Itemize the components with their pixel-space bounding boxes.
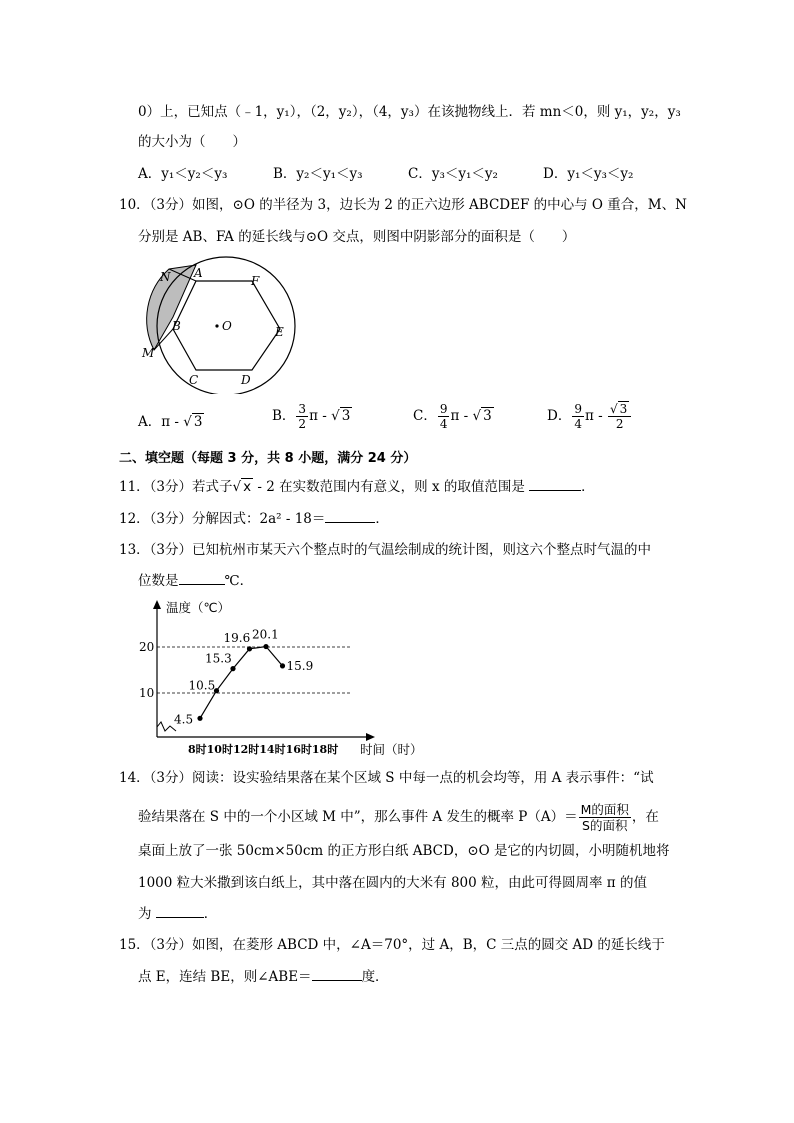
label-e: E xyxy=(275,325,284,339)
y-tick-label: 10 xyxy=(139,686,155,700)
data-point xyxy=(280,663,285,668)
y-axis-label: 温度（℃） xyxy=(166,600,231,615)
data-point xyxy=(230,666,235,671)
q15-line1: 15．（3分）如图，在菱形 ABCD 中，∠A＝70°，过 A，B，C 三点的圆交 AD 的延长线于 xyxy=(119,937,665,953)
temperature-line-chart xyxy=(130,595,440,760)
q10-option-c: C． $\frac{9}{4}$ π - √ 3 xyxy=(413,402,492,431)
q10-line1: 10．（3分）如图，⊙O 的半径为 3，边长为 2 的正六边形 ABCDEF 的中心与 O 重合，M、N xyxy=(119,197,687,213)
x-axis-label: 时间（时） xyxy=(360,742,423,757)
data-label: 4.5 xyxy=(174,712,194,727)
q15-line2: 点 E，连结 BE，则∠ABE＝ 度． xyxy=(138,969,389,985)
data-point xyxy=(197,716,202,721)
q14-answer-blank[interactable] xyxy=(156,905,204,918)
q14-line2: 验结果落在 S 中的一个小区域 M 中”，那么事件 A 发生的概率 P（A）＝ $\frac{\text{M的面积}}{\text{S的面积}}$ ，在 xyxy=(138,802,659,833)
q10-option-b: B． $\frac{3}{2}$ π - √ 3 xyxy=(272,402,351,431)
q15-answer-blank[interactable] xyxy=(312,968,362,981)
x-tick-label: 12时 xyxy=(232,743,260,756)
q13-line1: 13．（3分）已知杭州市某天六个整点时的气温绘制成的统计图，则这六个整点时气温的中 xyxy=(119,542,652,558)
x-tick-label: 14时 xyxy=(259,743,286,756)
label-m: M xyxy=(142,346,155,360)
data-point xyxy=(263,644,268,649)
data-label: 20.1 xyxy=(252,627,279,642)
q9-option-c: C．y₃＜y₁＜y₂ xyxy=(408,166,498,182)
q11-answer-blank[interactable] xyxy=(529,478,581,491)
y-tick-label: 20 xyxy=(139,640,155,654)
q9-option-b: B．y₂＜y₁＜y₃ xyxy=(273,166,363,182)
q13-line2: 位数是 ℃． xyxy=(138,573,254,589)
data-label: 15.3 xyxy=(205,651,232,666)
x-axis-arrow xyxy=(366,733,375,741)
label-o: O xyxy=(222,319,232,333)
x-tick-labels xyxy=(188,742,338,756)
q9-options xyxy=(138,165,678,183)
data-point xyxy=(247,646,252,651)
data-label: 10.5 xyxy=(188,678,216,693)
q9-option-d: D．y₁＜y₃＜y₂ xyxy=(543,166,634,182)
label-b: B xyxy=(172,319,181,333)
x-tick-label: 8时 xyxy=(188,743,207,756)
q10-option-a: A．π - √ 3 xyxy=(138,414,203,430)
q12: 12．（3分）分解因式：2a² - 18＝ ． xyxy=(119,511,389,527)
q10-options xyxy=(138,402,698,438)
hexagon-circle-figure xyxy=(138,254,298,394)
q10-option-d: D． $\frac{9}{4}$ π - $\frac{√ 3}{2}$ xyxy=(547,402,632,431)
q14-line1: 14．（3分）阅读：设实验结果落在某个区域 S 中每一点的机会均等，用 A 表示事件：“试 xyxy=(119,770,654,786)
q11: 11．（3分）若式子√ x - 2 在实数范围内有意义，则 x 的取值范围是 ． xyxy=(119,479,595,495)
q9-line1: 0）上，已知点（﹣1，y₁），（2，y₂），（4，y₃）在该抛物线上．若 mn＜0，则 y₁，y₂，y₃ xyxy=(138,104,681,120)
x-tick-label: 10时 xyxy=(206,743,233,756)
section-heading: 二、填空题（每题 3 分，共 8 小题，满分 24 分） xyxy=(119,451,417,466)
label-a: A xyxy=(194,266,203,280)
label-f: F xyxy=(251,274,260,288)
q9-line2: 的大小为（ ） xyxy=(138,134,246,150)
q13-answer-blank[interactable] xyxy=(179,572,225,585)
q10-line2: 分别是 AB、FA 的延长线与⊙O 交点，则图中阴影部分的面积是（ ） xyxy=(138,229,576,245)
label-n: N xyxy=(160,270,171,284)
x-tick-label: 18时 xyxy=(311,743,339,756)
label-d: D xyxy=(241,373,251,387)
y-axis-arrow xyxy=(153,600,161,609)
x-tick-label: 16时 xyxy=(285,743,312,756)
q14-line5: 为 ． xyxy=(138,906,218,922)
q9-option-a: A．y₁＜y₂＜y₃ xyxy=(138,166,228,182)
data-label: 15.9 xyxy=(286,658,314,673)
center-dot xyxy=(215,324,218,327)
label-c: C xyxy=(189,373,199,387)
data-label: 19.6 xyxy=(223,630,251,645)
q14-line4: 1000 粒大米撒到该白纸上，其中落在圆内的大米有 800 粒，由此可得圆周率 π 的值 xyxy=(138,875,647,891)
q12-answer-blank[interactable] xyxy=(325,510,375,523)
q14-line3: 桌面上放了一张 50cm×50cm 的正方形白纸 ABCD，⊙O 是它的内切圆，小明随机地将 xyxy=(138,843,670,859)
